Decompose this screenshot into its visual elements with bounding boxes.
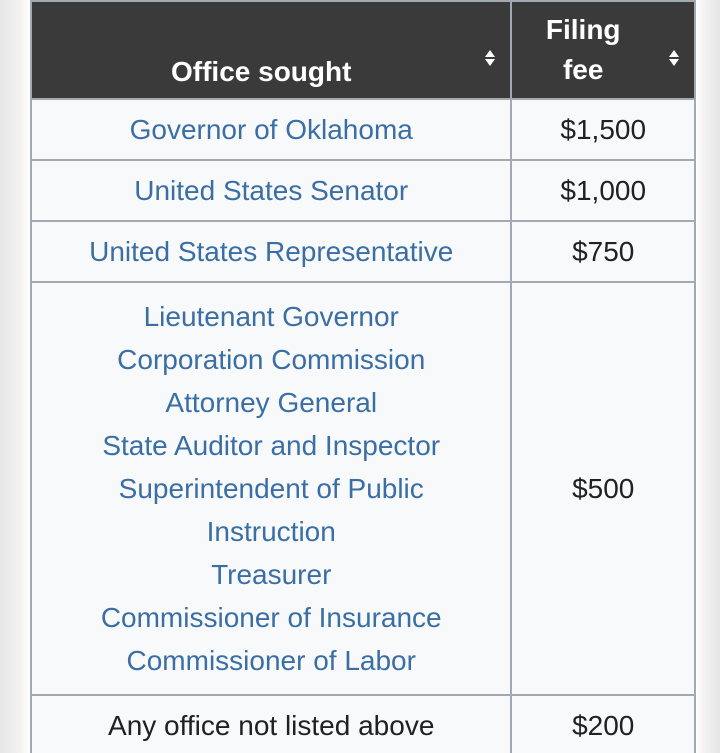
column-header-fee-label [512, 2, 694, 98]
office-link[interactable]: Commissioner of Insurance [100, 602, 442, 633]
table-row [31, 221, 695, 282]
office-link[interactable]: Commissioner of Labor [126, 645, 416, 676]
office-cell [31, 160, 511, 221]
office-link[interactable]: Treasurer [211, 559, 332, 590]
office-cell [31, 99, 511, 160]
filing-fees-table [30, 0, 696, 753]
column-header-fee-line1: Filing [545, 14, 621, 45]
office-link[interactable]: State Auditor and Inspector [102, 430, 441, 461]
column-header-fee[interactable] [511, 1, 695, 99]
page-gutter-left [0, 0, 30, 753]
column-header-office[interactable] [31, 1, 511, 99]
column-header-office-label: Office sought [171, 56, 352, 87]
office-link[interactable]: Superintendent of Public Instruction [118, 473, 424, 547]
column-header-fee-line2: fee [562, 54, 604, 85]
table-row [31, 99, 695, 160]
fee-cell: $750 [511, 221, 695, 282]
fee-cell: $1,500 [511, 99, 695, 160]
office-link[interactable]: Governor of Oklahoma [129, 114, 413, 145]
table-row [31, 160, 695, 221]
office-link[interactable]: Lieutenant Governor [143, 301, 399, 332]
page-gutter-right [696, 0, 720, 753]
fee-cell: $500 [511, 282, 695, 695]
office-link[interactable]: United States Senator [134, 175, 409, 206]
office-link[interactable]: Attorney General [165, 387, 378, 418]
office-cell [31, 282, 511, 695]
table-row [31, 695, 695, 753]
office-link[interactable]: United States Representative [89, 236, 454, 267]
office-cell [31, 221, 511, 282]
table-row [31, 282, 695, 695]
sort-arrows-icon[interactable] [668, 50, 680, 68]
header-row [31, 1, 695, 99]
office-cell: Any office not listed above [31, 695, 511, 753]
fee-cell: $200 [511, 695, 695, 753]
sort-arrows-icon[interactable] [484, 50, 496, 68]
fee-cell: $1,000 [511, 160, 695, 221]
office-link[interactable]: Corporation Commission [117, 344, 426, 375]
